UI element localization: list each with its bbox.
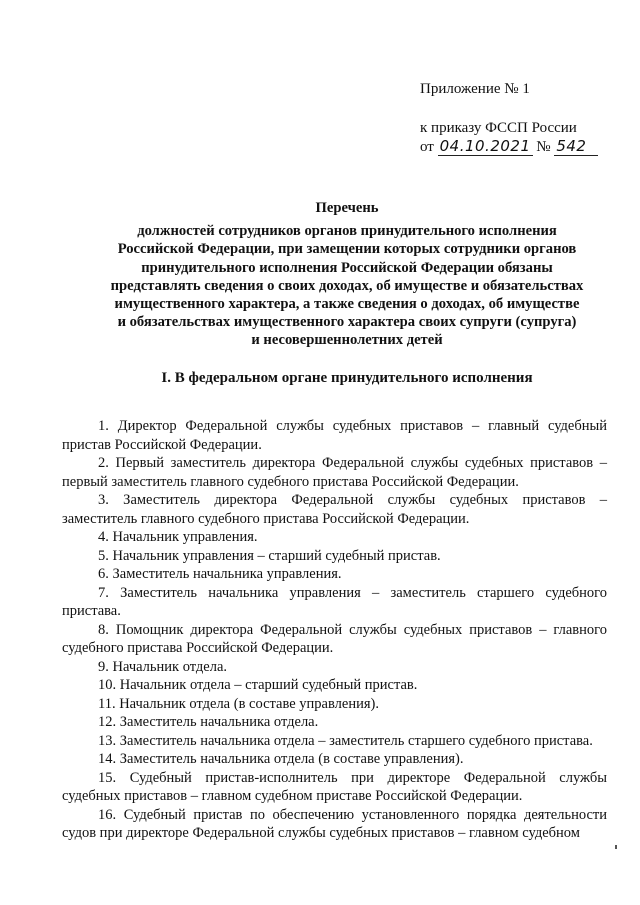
list-item: 5. Начальник управления – старший судебный пристав. <box>98 547 441 564</box>
appendix-title: Приложение № 1 <box>420 81 530 97</box>
list-item: 9. Начальник отдела. <box>98 658 228 675</box>
heading-line: Перечень <box>315 200 379 216</box>
scan-mark <box>615 845 617 849</box>
list-item: 6. Заместитель начальника управления. <box>98 566 342 582</box>
list-item: 2. Первый заместитель директора Федеральной службы судебных приставов – первый заместитель главного судебного пристава Российской Федерации. <box>62 455 607 490</box>
section-title: I. В федеральном органе принудительного исполнения <box>161 370 533 386</box>
list-item: 11. Начальник отдела (в составе управления). <box>98 695 379 712</box>
order-date-line <box>420 137 598 156</box>
appendix-block <box>420 80 598 156</box>
list-item: 10. Начальник отдела – старший судебный пристав. <box>98 677 418 693</box>
date-prefix: от <box>420 139 434 155</box>
list-item: 8. Помощник директора Федеральной службы судебных приставов – главного судебного пристава Российской Федерации. <box>62 621 607 656</box>
list-item: 4. Начальник управления. <box>98 529 258 545</box>
list-item: 16. Судебный пристав по обеспечению установленного порядка деятельности судов при директоре Федеральной службы судебных приставов – главном судебном <box>62 806 607 841</box>
heading-line: и обязательствах имущественного характера своих супруги (супруга) <box>117 314 577 331</box>
list-item: 1. Директор Федеральной службы судебных приставов – главный судебный пристав Российской Федерации. <box>62 418 607 453</box>
list-item: 7. Заместитель начальника управления – заместитель старшего судебного пристава. <box>62 584 607 619</box>
number-label: № <box>536 139 551 155</box>
list-item: 13. Заместитель начальника отдела – заместитель старшего судебного пристава. <box>98 732 593 749</box>
list-item: 3. Заместитель директора Федеральной службы судебных приставов – заместитель главного судебного пристава Российской Федерации. <box>62 492 607 527</box>
heading-line: должностей сотрудников органов принудительного исполнения <box>137 223 557 240</box>
heading-line: имущественного характера, а также сведения о доходах, об имуществе <box>114 296 580 313</box>
heading-line: представлять сведения о своих доходах, об имуществе и обязательствах <box>110 277 584 294</box>
heading-line: и несовершеннолетних детей <box>251 332 443 349</box>
list-item: 15. Судебный пристав-исполнитель при директоре Федеральной службы судебных приставов – главном судебном приставе Российской Федерации. <box>62 769 607 804</box>
document-heading <box>60 199 634 350</box>
list-item: 12. Заместитель начальника отдела. <box>98 714 319 730</box>
heading-line: Российской Федерации, при замещении которых сотрудники органов <box>117 241 577 258</box>
order-reference: к приказу ФССП России <box>420 120 577 136</box>
list-item: 14. Заместитель начальника отдела (в составе управления). <box>98 751 464 767</box>
positions-list <box>62 417 607 843</box>
handwritten-date: 04.10.2021 <box>439 137 531 155</box>
heading-line: принудительного исполнения Российской Федерации обязаны <box>141 259 553 276</box>
handwritten-number: 542 <box>554 137 598 156</box>
